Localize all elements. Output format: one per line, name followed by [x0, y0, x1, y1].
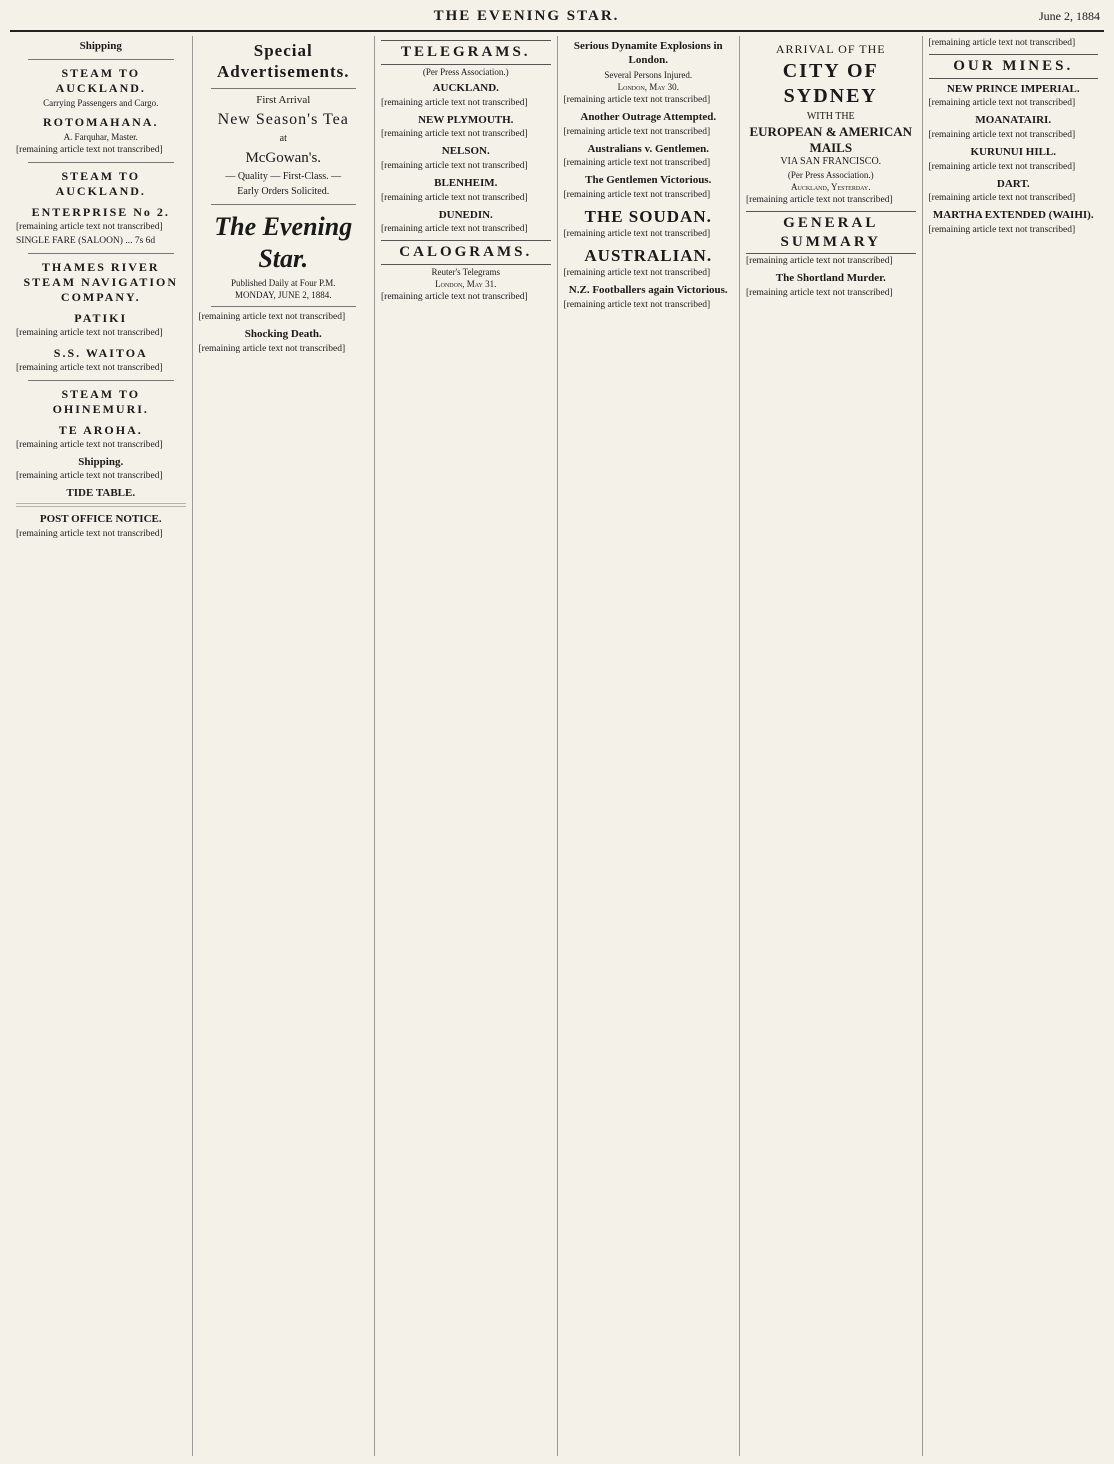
- article-text-elided: [remaining article text not transcribed]: [928, 193, 1076, 204]
- arrival-mails: EUROPEAN & AMERICAN MAILS: [749, 123, 912, 155]
- tea-ad-line: First Arrival: [256, 93, 311, 106]
- ship-name: ROTOMAHANA.: [43, 115, 159, 129]
- tea-ad-line: at: [279, 133, 287, 145]
- divider: [28, 59, 174, 60]
- article-text-elided: [remaining article text not transcribed]: [198, 343, 346, 354]
- general-summary-banner: GENERAL SUMMARY: [746, 211, 916, 255]
- ship-name: TE AROHA.: [58, 422, 143, 437]
- dateline-new-plymouth: NEW PLYMOUTH.: [418, 113, 514, 126]
- headline-dynamite: Serious Dynamite Explosions in London.: [573, 40, 723, 66]
- arrival-ship: CITY OF SYDNEY: [782, 60, 879, 107]
- tide-table-title: TIDE TABLE.: [66, 487, 136, 500]
- mine-heading: DART.: [996, 177, 1030, 190]
- article-text-elided: [remaining article text not transcribed]: [16, 528, 163, 539]
- press-association-note: (Per Press Association.): [422, 66, 509, 77]
- dateline-blenheim: BLENHEIM.: [434, 176, 498, 189]
- article-text-elided: [remaining article text not transcribed]: [381, 129, 528, 140]
- article-text-elided: [remaining article text not transcribed]: [563, 229, 711, 239]
- date-line: MONDAY, JUNE 2, 1884.: [234, 289, 332, 300]
- subhead-injured: Several Persons Injured.: [604, 69, 693, 80]
- arrival-with: WITH THE: [806, 111, 855, 122]
- article-text-elided: [remaining article text not transcribed]: [563, 158, 711, 169]
- column-1-shipping: [10, 36, 193, 1456]
- article-text-elided: [remaining article text not transcribed]: [746, 195, 893, 205]
- dateline-auckland: AUCKLAND.: [432, 82, 499, 94]
- article-text-elided: [remaining article text not transcribed]: [928, 224, 1076, 235]
- divider: [211, 88, 357, 89]
- ship-master: A. Farquhar, Master.: [63, 132, 138, 142]
- article-text-elided: [remaining article text not transcribed]: [563, 299, 711, 310]
- article-text-elided: [remaining article text not transcribed]: [16, 327, 163, 338]
- post-office-title: POST OFFICE NOTICE.: [39, 512, 162, 525]
- article-text-elided: [remaining article text not transcribed]: [928, 130, 1076, 140]
- divider: [28, 380, 174, 381]
- paper-name: The Evening Star.: [214, 211, 353, 273]
- fare-line: SINGLE FARE (SALOON) ... 7s 6d: [16, 236, 156, 246]
- article-text-elided: [remaining article text not transcribed]: [746, 288, 893, 298]
- article-text-elided: [remaining article text not transcribed]: [381, 161, 528, 171]
- headline-shortland-murder: The Shortland Murder.: [775, 272, 886, 285]
- auckland-dateline: Auckland, Yesterday.: [790, 181, 871, 192]
- article-text-elided: [remaining article text not transcribed]: [563, 189, 711, 200]
- column-5-mail: [740, 36, 923, 1456]
- issue-date: June 2, 1884: [1039, 9, 1100, 23]
- tea-ad-line: McGowan's.: [245, 149, 322, 166]
- reuters-note: Reuter's Telegrams: [431, 266, 501, 277]
- headline-outrage: Another Outrage Attempted.: [580, 110, 717, 123]
- ship-title: STEAM TO AUCKLAND.: [55, 169, 146, 199]
- ship-name: S.S. WAITOA: [53, 345, 148, 360]
- article-text-elided: [remaining article text not transcribed]: [746, 256, 893, 267]
- article-text-elided: [remaining article text not transcribed]: [198, 312, 346, 322]
- arrival-line: ARRIVAL OF THE: [775, 42, 886, 56]
- mine-heading: KURUNUI HILL.: [970, 145, 1057, 158]
- ship-title: STEAM TO AUCKLAND.: [55, 65, 146, 95]
- headline-soudan: THE SOUDAN.: [584, 206, 712, 226]
- divider: [211, 306, 357, 307]
- column-4-cable-news: [558, 36, 741, 1456]
- article-text-elided: [remaining article text not transcribed]: [381, 224, 528, 235]
- article-text-elided: [remaining article text not transcribed]: [16, 362, 163, 373]
- article-text-elided: [remaining article text not transcribed]: [563, 268, 711, 279]
- article-text-elided: [remaining article text not transcribed]: [16, 439, 163, 450]
- column-6-mines: [923, 36, 1105, 1456]
- article-text-elided: [remaining article text not transcribed]: [381, 97, 528, 108]
- telegrams-banner: TELEGRAMS.: [381, 40, 551, 65]
- tea-ad-line: — Quality — First-Class. —: [225, 170, 342, 182]
- mine-heading: NEW PRINCE IMPERIAL.: [946, 82, 1080, 95]
- ship-subtitle: Carrying Passengers and Cargo.: [43, 97, 159, 108]
- headline-australian: AUSTRALIAN.: [584, 245, 713, 265]
- article-text-elided: [remaining article text not transcribed]: [16, 145, 163, 156]
- article-text-elided: [remaining article text not transcribed]: [16, 471, 163, 482]
- column-3-telegrams: [375, 36, 558, 1456]
- mine-heading: MARTHA EXTENDED (WAIHI).: [932, 209, 1094, 222]
- headline-australians: Australians v. Gentlemen.: [587, 142, 710, 155]
- calograms-banner: CALOGRAMS.: [381, 240, 551, 265]
- arrival-via: VIA SAN FRANCISCO.: [780, 156, 882, 167]
- columns: [10, 36, 1104, 1456]
- headline-victorious: The Gentlemen Victorious.: [585, 174, 712, 187]
- headline-nz-footballers: N.Z. Footballers again Victorious.: [568, 284, 728, 296]
- mine-heading: MOANATAIRI.: [975, 114, 1052, 127]
- story-headline: Shocking Death.: [244, 327, 322, 340]
- special-ads-header: Special Advertisements.: [216, 41, 350, 82]
- ship-title: THAMES RIVER STEAM NAVIGATION COMPANY.: [23, 259, 179, 304]
- shipping-header: Shipping: [79, 40, 122, 52]
- divider: [28, 253, 174, 254]
- article-text-elided: [remaining article text not transcribed]: [563, 126, 711, 137]
- shipping-section-head: Shipping.: [78, 455, 124, 468]
- article-text-elided: [remaining article text not transcribed]: [381, 292, 528, 303]
- newspaper-title: THE EVENING STAR.: [433, 8, 620, 24]
- divider: [211, 204, 357, 205]
- tea-ad-line: New Season's Tea: [217, 111, 349, 129]
- column-2-editorial: [193, 36, 376, 1456]
- london-dateline: London, May 30.: [617, 81, 679, 92]
- tea-ad-line: Early Orders Solicited.: [237, 186, 330, 197]
- table-rules: [16, 503, 186, 509]
- masthead: [10, 8, 1104, 32]
- article-text-elided: [remaining article text not transcribed]: [928, 98, 1076, 109]
- dateline-nelson: NELSON.: [441, 145, 490, 158]
- ship-name: ENTERPRISE No 2.: [31, 205, 170, 220]
- london-dateline: London, May 31.: [435, 279, 497, 290]
- article-text-elided: [remaining article text not transcribed]: [16, 222, 163, 233]
- article-text-elided: [remaining article text not transcribed]: [928, 161, 1076, 172]
- article-text-elided: [remaining article text not transcribed]: [381, 192, 528, 203]
- divider: [28, 162, 174, 163]
- press-association-note: (Per Press Association.): [787, 169, 874, 180]
- published-line: Published Daily at Four P.M.: [230, 277, 336, 288]
- ship-title: STEAM TO OHINEMURI.: [52, 386, 149, 416]
- our-mines-banner: OUR MINES.: [929, 54, 1099, 79]
- article-text-elided: [remaining article text not transcribed]: [928, 38, 1076, 48]
- article-text-elided: [remaining article text not transcribed]: [563, 95, 711, 105]
- ship-name: PATIKI: [74, 310, 128, 325]
- dateline-dunedin: DUNEDIN.: [438, 208, 493, 221]
